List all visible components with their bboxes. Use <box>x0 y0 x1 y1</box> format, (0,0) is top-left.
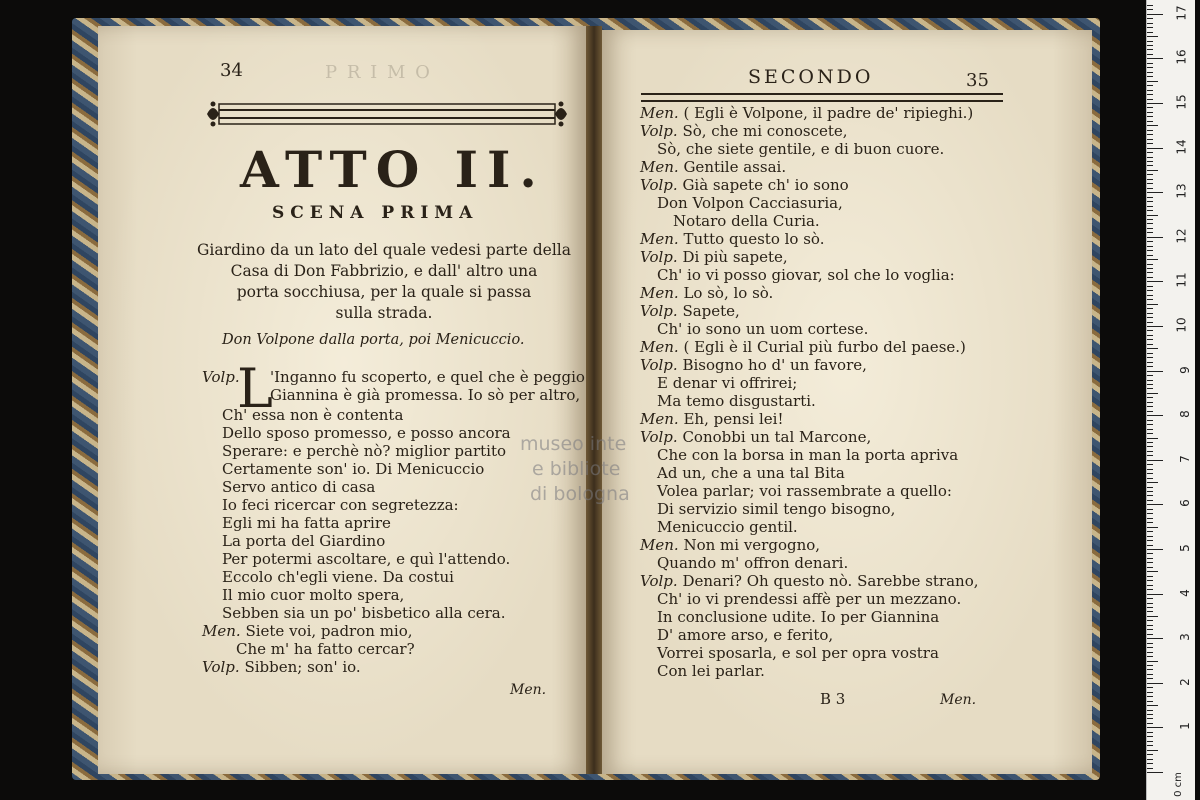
speaker-name: Volp. <box>640 248 678 266</box>
ruler-tick <box>1147 388 1153 389</box>
verse-line: Denari? Oh questo nò. Sarebbe strano, <box>682 572 979 590</box>
verse-line: Eccolo ch'egli viene. Da costui <box>222 568 454 586</box>
ruler-tick <box>1147 308 1153 309</box>
ruler-tick <box>1147 246 1153 247</box>
ruler-tick <box>1147 371 1163 372</box>
ruler-tick <box>1147 603 1153 604</box>
ruler-tick <box>1147 54 1153 55</box>
speaker-name: Volp. <box>202 368 240 386</box>
act-heading: ATTO II. <box>240 140 546 199</box>
ruler-tick <box>1147 116 1153 117</box>
ruler-tick <box>1147 585 1153 586</box>
ruler-number: 15 <box>1174 94 1189 110</box>
ruler-tick <box>1147 103 1163 104</box>
ruler-tick <box>1147 504 1163 505</box>
ruler-tick <box>1147 460 1163 461</box>
speaker-name: Men. <box>640 410 679 428</box>
ruler-tick <box>1147 420 1153 421</box>
ruler-tick <box>1147 250 1153 251</box>
library-watermark <box>520 432 630 507</box>
ruler-tick <box>1147 290 1153 291</box>
ruler-tick <box>1147 446 1153 447</box>
ruler-tick <box>1147 161 1153 162</box>
ruler-tick <box>1147 718 1153 719</box>
ruler-tick <box>1147 571 1158 572</box>
verse-line: D' amore arso, e ferito, <box>657 626 834 644</box>
ruler-tick <box>1147 567 1153 568</box>
verse-line: Vorrei sposarla, e sol per opra vostra <box>657 644 939 662</box>
verse-line: Tutto questo lo sò. <box>683 230 825 248</box>
ruler-tick <box>1147 727 1163 728</box>
ruler-tick <box>1147 362 1153 363</box>
ruler-tick <box>1147 18 1153 19</box>
ruler-tick <box>1147 174 1153 175</box>
ruler-tick <box>1147 72 1153 73</box>
verse-line: Ch' io vi prendessi affè per un mezzano. <box>657 590 962 608</box>
ruler-tick <box>1147 277 1153 278</box>
ruler-tick <box>1147 598 1153 599</box>
ruler-tick <box>1147 295 1153 296</box>
verse-line: La porta del Giardino <box>222 532 386 550</box>
signature-mark: B 3 <box>820 690 846 708</box>
speaker-name: Men. <box>640 284 679 302</box>
ruler-number: 5 <box>1178 544 1193 552</box>
ruler-tick <box>1147 326 1163 327</box>
ruler-tick <box>1147 647 1153 648</box>
ruler-tick <box>1147 638 1163 639</box>
ruler-number: 14 <box>1174 138 1189 155</box>
verse-line: Egli mi ha fatta aprire <box>222 514 391 532</box>
verse-line: Io feci ricercar con segretezza: <box>222 496 459 514</box>
ruler-tick <box>1147 616 1158 617</box>
ruler-tick <box>1147 513 1153 514</box>
ruler-tick <box>1147 580 1153 581</box>
ruler-tick <box>1147 536 1153 537</box>
speaker-name: Men. <box>640 536 679 554</box>
verse-line: Bisogno ho d' un favore, <box>682 356 867 374</box>
verse-line: Sapete, <box>682 302 740 320</box>
ruler-tick <box>1147 228 1153 229</box>
stage-direction: Don Volpone dalla porta, poi Menicuccio. <box>222 332 525 348</box>
ruler-number: 7 <box>1178 454 1193 463</box>
ruler-tick <box>1147 384 1153 385</box>
ruler-tick <box>1147 464 1153 465</box>
ruler-tick <box>1147 518 1153 519</box>
stage-setting <box>196 240 572 324</box>
speaker-name: Volp. <box>640 122 678 140</box>
ruler-tick <box>1147 330 1153 331</box>
ruler-tick <box>1147 562 1153 563</box>
verse-line: Sebben sia un po' bisbetico alla cera. <box>222 604 506 622</box>
ruler-tick <box>1147 322 1153 323</box>
ruler-tick <box>1147 130 1153 131</box>
ruler-tick <box>1147 76 1153 77</box>
ruler-number: 8 <box>1178 410 1193 419</box>
ruler-tick <box>1147 148 1163 149</box>
watermark-line: museo inte <box>520 433 627 455</box>
ruler-tick <box>1147 268 1153 269</box>
ruler-tick <box>1147 433 1153 434</box>
ruler-tick <box>1147 215 1158 216</box>
ruler-tick <box>1147 643 1153 644</box>
ruler-tick <box>1147 201 1153 202</box>
ruler-tick <box>1147 14 1163 15</box>
verse-line: Menicuccio gentil. <box>657 518 798 536</box>
watermark-line: di bologna <box>530 483 630 505</box>
ruler-tick <box>1147 170 1158 171</box>
ruler-tick <box>1147 531 1153 532</box>
verse-line: Ma temo disgustarti. <box>657 392 816 410</box>
left-page-number: 34 <box>220 60 243 81</box>
ruler-tick <box>1147 58 1163 59</box>
ruler-tick <box>1147 206 1153 207</box>
ruler-tick <box>1147 272 1153 273</box>
ruler-tick <box>1147 415 1163 416</box>
ruler-tick <box>1147 652 1153 653</box>
verse-line: Ad un, che a una tal Bita <box>657 464 845 482</box>
speaker-name: Men. <box>202 622 241 640</box>
speaker-name: Volp. <box>640 572 678 590</box>
speaker-name: Men. <box>640 104 679 122</box>
ruler-tick <box>1147 27 1153 28</box>
verse-line: Sperare: e perchè nò? miglior partito <box>222 442 507 460</box>
ruler-number: 6 <box>1178 499 1193 508</box>
verse-line: Ch' io sono un uom cortese. <box>657 320 869 338</box>
speaker-name: Men. <box>640 338 679 356</box>
ruler-tick <box>1147 393 1158 394</box>
ruler-tick <box>1147 678 1153 679</box>
verse-line: In conclusione udite. Io per Giannina <box>657 608 940 626</box>
verse-line: ( Egli è il Curial più furbo del paese.) <box>683 338 966 356</box>
ruler-tick <box>1147 152 1153 153</box>
ruler-tick <box>1147 759 1153 760</box>
verse-line: Di servizio simil tengo bisogno, <box>657 500 896 518</box>
ruler-number: 2 <box>1178 677 1193 686</box>
ruler-tick <box>1147 625 1153 626</box>
ornamental-headpiece <box>205 98 569 130</box>
ruler-tick <box>1147 576 1153 577</box>
ruler-tick <box>1147 143 1153 144</box>
ruler-tick <box>1147 9 1153 10</box>
ruler-number: 11 <box>1174 272 1189 289</box>
verse-line: Eh, pensi lei! <box>683 410 784 428</box>
ruler-tick <box>1147 656 1153 657</box>
verse-line: Siete voi, padron mio, <box>245 622 413 640</box>
ruler-tick <box>1147 687 1153 688</box>
ruler-tick <box>1147 594 1163 595</box>
ruler-tick <box>1147 482 1158 483</box>
ruler-tick <box>1147 451 1153 452</box>
ruler-tick <box>1147 455 1153 456</box>
ruler-tick <box>1147 317 1153 318</box>
ruler-tick <box>1147 197 1153 198</box>
right-running-head: SECONDO <box>748 66 874 88</box>
ruler-tick <box>1147 67 1153 68</box>
ruler-tick <box>1147 357 1153 358</box>
ruler-tick <box>1147 112 1153 113</box>
ruler-tick <box>1147 509 1153 510</box>
ruler-tick <box>1147 705 1158 706</box>
ruler-tick <box>1147 281 1163 282</box>
verse-line: Che m' ha fatto cercar? <box>236 640 415 658</box>
verse-line: ( Egli è Volpone, il padre de' ripieghi.) <box>683 104 974 122</box>
ruler-tick <box>1147 745 1153 746</box>
ruler-number: 12 <box>1174 228 1189 244</box>
ruler-tick <box>1147 165 1153 166</box>
speaker-name: Volp. <box>640 302 678 320</box>
ruler-tick <box>1147 183 1153 184</box>
ruler-tick <box>1147 754 1153 755</box>
ruler-tick <box>1147 223 1153 224</box>
scene-heading: SCENA PRIMA <box>272 203 479 223</box>
ruler-tick <box>1147 683 1163 684</box>
ruler-tick <box>1147 134 1153 135</box>
ruler-tick <box>1147 36 1158 37</box>
verse-line: Volea parlar; voi rassembrate a quello: <box>657 482 952 500</box>
ruler-tick <box>1147 710 1153 711</box>
ruler-tick <box>1147 348 1158 349</box>
ruler-tick <box>1147 545 1153 546</box>
verse-line: Conobbi un tal Marcone, <box>682 428 872 446</box>
ruler-tick <box>1147 478 1153 479</box>
ruler-tick <box>1147 63 1153 64</box>
ruler-tick <box>1147 41 1153 42</box>
verse-line: Quando m' offron denari. <box>657 554 849 572</box>
verse-line: Il mio cuor molto spera, <box>222 586 405 604</box>
ruler-tick <box>1147 90 1153 91</box>
ruler-number: 16 <box>1174 49 1189 66</box>
bleed-through-running-head: P R I M O <box>325 62 432 83</box>
ruler-tick <box>1147 49 1153 50</box>
verse-line: Certamente son' io. Di Menicuccio <box>222 460 485 478</box>
ruler-tick <box>1147 669 1153 670</box>
verse-line: Con lei parlar. <box>657 662 765 680</box>
ruler-tick <box>1147 402 1153 403</box>
ruler-tick <box>1147 286 1153 287</box>
setting-line: Casa di Don Fabbrizio, e dall' altro una <box>230 262 538 280</box>
right-page-number: 35 <box>966 70 989 91</box>
ruler-tick <box>1147 674 1153 675</box>
ruler-tick <box>1147 344 1153 345</box>
ruler-tick <box>1147 241 1153 242</box>
speaker-name: Volp. <box>640 428 678 446</box>
ruler-tick <box>1147 353 1153 354</box>
ruler-tick <box>1147 121 1153 122</box>
verse-line: Ch' io vi posso giovar, sol che lo voglia: <box>657 266 955 284</box>
ruler-tick <box>1147 219 1153 220</box>
verse-line: 'Inganno fu scoperto, e quel che è peggio <box>270 368 585 386</box>
right-catchword: Men. <box>940 692 977 708</box>
ruler-tick <box>1147 768 1153 769</box>
ruler-tick <box>1147 540 1153 541</box>
measuring-ruler <box>1146 0 1195 800</box>
ruler-tick <box>1147 85 1153 86</box>
ruler-tick <box>1147 335 1153 336</box>
ruler-tick <box>1147 741 1153 742</box>
ruler-number: 17 <box>1174 5 1189 21</box>
head-rule <box>641 93 1003 102</box>
ruler-tick <box>1147 99 1153 100</box>
ruler-tick <box>1147 304 1158 305</box>
verse-line: Notaro della Curia. <box>673 212 820 230</box>
ruler-tick <box>1147 696 1153 697</box>
ruler-tick <box>1147 424 1153 425</box>
ruler-tick <box>1147 5 1153 6</box>
ruler-tick <box>1147 179 1153 180</box>
speaker-name: Men. <box>640 230 679 248</box>
ruler-tick <box>1147 732 1153 733</box>
ruler-tick <box>1147 549 1163 550</box>
ruler-tick <box>1147 45 1153 46</box>
ruler-tick <box>1147 210 1153 211</box>
ruler-tick <box>1147 553 1153 554</box>
speaker-name: Volp. <box>202 658 240 676</box>
ruler-tick <box>1147 491 1153 492</box>
ruler-tick <box>1147 32 1153 33</box>
ruler-tick <box>1147 380 1153 381</box>
verse-line: Che con la borsa in man la porta apriva <box>657 446 959 464</box>
ruler-tick <box>1147 527 1158 528</box>
ruler-unit-label: 0 cm <box>1173 772 1185 797</box>
verse-line: Non mi vergogno, <box>683 536 821 554</box>
ruler-tick <box>1147 94 1153 95</box>
verse-line: Servo antico di casa <box>222 478 376 496</box>
ruler-tick <box>1147 487 1153 488</box>
setting-line: Giardino da un lato del quale vedesi parte della <box>197 241 571 259</box>
verse-line: E denar vi offrirei; <box>657 374 798 392</box>
ruler-tick <box>1147 736 1153 737</box>
verse-line: Ch' essa non è contenta <box>222 406 404 424</box>
ruler-tick <box>1147 442 1153 443</box>
verse-line: Gentile assai. <box>683 158 787 176</box>
ruler-tick <box>1147 500 1153 501</box>
ruler-tick <box>1147 81 1158 82</box>
ruler-tick <box>1147 701 1153 702</box>
verse-line: Don Volpon Cacciasuria, <box>657 194 843 212</box>
ruler-tick <box>1147 188 1153 189</box>
ruler-tick <box>1147 339 1153 340</box>
verse-line: Sò, che siete gentile, e di buon cuore. <box>657 140 945 158</box>
ruler-tick <box>1147 375 1153 376</box>
setting-line: sulla strada. <box>335 304 433 322</box>
ruler-tick <box>1147 665 1153 666</box>
ruler-tick <box>1147 558 1153 559</box>
speaker-name: Volp. <box>640 176 678 194</box>
verse-line: Sò, che mi conoscete, <box>682 122 848 140</box>
ruler-tick <box>1147 23 1153 24</box>
ruler-tick <box>1147 634 1153 635</box>
ruler-number: 3 <box>1178 633 1193 642</box>
verse-line: Già sapete ch' io sono <box>682 176 849 194</box>
ruler-tick <box>1147 232 1153 233</box>
ruler-tick <box>1147 629 1153 630</box>
ruler-tick <box>1147 661 1158 662</box>
ruler-tick <box>1147 473 1153 474</box>
ruler-tick <box>1147 139 1153 140</box>
speaker-name: Volp. <box>640 356 678 374</box>
ruler-tick <box>1147 723 1153 724</box>
ruler-tick <box>1147 192 1163 193</box>
verse-line: Dello sposo promesso, e posso ancora <box>222 424 511 442</box>
ruler-tick <box>1147 313 1153 314</box>
ruler-tick <box>1147 157 1153 158</box>
ruler-tick <box>1147 438 1158 439</box>
verse-line: Sibben; son' io. <box>244 658 361 676</box>
ruler-tick <box>1147 772 1163 773</box>
ruler-tick <box>1147 692 1153 693</box>
ruler-number: 4 <box>1178 588 1193 597</box>
book-gutter <box>586 26 602 774</box>
ruler-tick <box>1147 237 1163 238</box>
ruler-tick <box>1147 495 1153 496</box>
verse-line: Per potermi ascoltare, e quì l'attendo. <box>222 550 511 568</box>
speaker-name: Men. <box>640 158 679 176</box>
ruler-tick <box>1147 406 1153 407</box>
ruler-tick <box>1147 299 1153 300</box>
ruler-tick <box>1147 469 1153 470</box>
ruler-tick <box>1147 429 1153 430</box>
ruler-tick <box>1147 397 1153 398</box>
ruler-tick <box>1147 255 1153 256</box>
ruler-tick <box>1147 607 1153 608</box>
ruler-tick <box>1147 522 1153 523</box>
ruler-tick <box>1147 366 1153 367</box>
ruler-tick <box>1147 107 1153 108</box>
ruler-tick <box>1147 589 1153 590</box>
verse-line: Di più sapete, <box>682 248 788 266</box>
ruler-number: 9 <box>1178 365 1193 374</box>
ruler-tick <box>1147 264 1153 265</box>
ruler-number: 1 <box>1178 722 1193 731</box>
ruler-tick <box>1147 611 1153 612</box>
ruler-number: 10 <box>1174 317 1189 333</box>
watermark-line: e bibliote <box>532 458 621 480</box>
ruler-number: 13 <box>1174 183 1189 199</box>
ruler-tick <box>1147 750 1158 751</box>
ruler-tick <box>1147 125 1158 126</box>
setting-line: porta socchiusa, per la quale si passa <box>236 283 532 301</box>
ruler-tick <box>1147 259 1158 260</box>
drop-cap: L <box>237 357 273 420</box>
ruler-tick <box>1147 763 1153 764</box>
verse-line: Lo sò, lo sò. <box>683 284 774 302</box>
ruler-tick <box>1147 714 1153 715</box>
ruler-tick <box>1147 620 1153 621</box>
ruler-tick <box>1147 411 1153 412</box>
verse-line: Giannina è già promessa. Io sò per altro, <box>270 386 581 404</box>
left-catchword: Men. <box>510 682 547 698</box>
